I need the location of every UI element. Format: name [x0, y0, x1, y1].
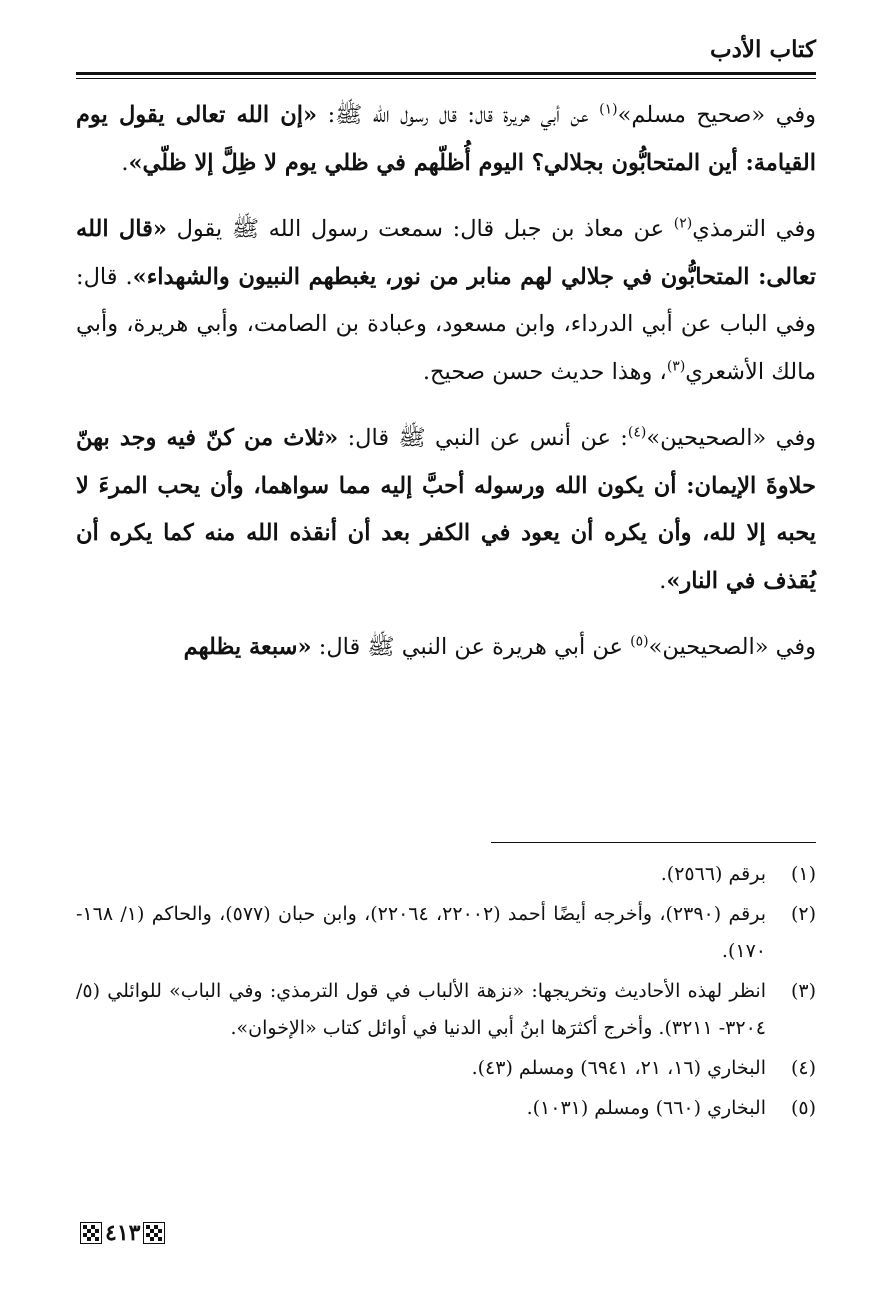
paragraph-3-hadith: «ثلاث من كنّ فيه وجد بهنّ حلاوةَ الإيمان: أن يكون الله ورسوله أحبَّ إليه مما سواهما، وأن يحب المرءَ لا يحبه إلا لله، وأن يكره أن يعود في الكفر بعد أن أنقذه الله منه كما يكره أن يُقذف في النار»	[76, 425, 816, 594]
footnote-ref-5: (٥)	[630, 633, 649, 650]
paragraph-4-hadith: «سبعة يظلهم	[183, 634, 312, 660]
paragraph-2	[76, 206, 816, 396]
checkered-ornament-icon	[80, 1222, 102, 1244]
footnote-text: البخاري (١٦، ٢١، ٦٩٤١) ومسلم (٤٣).	[471, 1057, 766, 1079]
footnote-ref-4: (٤)	[627, 424, 647, 441]
paragraph-3-end: .	[659, 567, 667, 594]
footnote-separator	[491, 842, 816, 843]
paragraph-4-narration: عن أبي هريرة عن النبي ﷺ قال:	[311, 634, 631, 660]
footnote	[76, 1050, 816, 1087]
footnote-number: (١)	[790, 863, 816, 885]
main-text	[76, 92, 816, 672]
page-folio	[80, 1220, 165, 1246]
paragraph-1-hadith: «إن الله تعالى يقول يوم القيامة: أين المتحابُّون بجلالي؟ اليوم أُظلّهم في ظلي يوم لا ظِلَّ إلا ظلّي»	[76, 102, 816, 176]
footnote-ref-1: (١)	[599, 101, 618, 118]
header-rule-thin	[76, 78, 816, 79]
footnote-text: البخاري (٦٦٠) ومسلم (١٠٣١).	[526, 1097, 766, 1119]
footnote-ref-3: (٣)	[666, 358, 686, 374]
paragraph-1-intro: وفي «صحيح مسلم»	[617, 102, 816, 128]
footnote	[76, 1090, 816, 1127]
paragraph-3-narration: : عن أنس عن النبي ﷺ قال:	[338, 425, 628, 451]
paragraph-2-hadith: «قال الله تعالى: المتحابُّون في جلالي لهم منابر من نور، يغبطهم النبيون والشهداء»	[76, 216, 816, 290]
footnote-number: (٤)	[790, 1057, 816, 1079]
footnote	[76, 896, 816, 970]
paragraph-3-intro: وفي «الصحيحين»	[646, 425, 817, 451]
paragraph-3	[76, 415, 816, 605]
footnote-text: برقم (٢٣٩٠)، وأخرجه أيضًا أحمد (٢٢٠٠٢، ٢٢٠٦٤)، وابن حبان (٥٧٧)، والحاكم (١/ ١٦٨- ١٧٠).	[76, 903, 766, 962]
footnote-text: برقم (٢٥٦٦).	[660, 863, 766, 885]
paragraph-2-intro: وفي الترمذي	[692, 216, 817, 242]
paragraph-4	[76, 624, 816, 672]
paragraph-1	[76, 92, 816, 187]
footnote-number: (٣)	[790, 980, 816, 1002]
footnotes	[76, 856, 816, 1130]
paragraph-2-end: ، وهذا حديث حسن صحيح.	[422, 358, 667, 385]
footnote-ref-2: (٢)	[673, 215, 693, 232]
paragraph-4-intro: وفي «الصحيحين»	[648, 634, 816, 660]
paragraph-1-end: .	[121, 149, 129, 176]
page-number: ٤١٣	[105, 1220, 141, 1246]
footnote-text: انظر لهذه الأحاديث وتخريجها: «نزهة الألباب في قول الترمذي: وفي الباب» للوائلي (٥/ ٣٢٠٤- ٣٢١١). وأخرج أكثرَها ابنُ أبي الدنيا في أوائل كتاب «الإخوان».	[76, 980, 766, 1039]
paragraph-1-narration: عن أبي هريرة قال: قال رسول الله ﷺ:	[317, 102, 600, 128]
header-rule-thick	[76, 72, 816, 75]
paragraph-2-narration: عن معاذ بن جبل قال: سمعت رسول الله ﷺ يقول	[166, 216, 674, 242]
paragraph-2-commentary: . قال: وفي الباب عن أبي الدرداء، وابن مسعود، وعبادة بن الصامت، وأبي هريرة، وأبي مالك الأشعري	[76, 263, 816, 385]
footnote	[76, 973, 816, 1047]
checkered-ornament-icon	[143, 1222, 165, 1244]
running-title: كتاب الأدب	[710, 36, 816, 63]
footnote-number: (٢)	[790, 903, 816, 925]
footnote	[76, 856, 816, 893]
footnote-number: (٥)	[790, 1097, 816, 1119]
